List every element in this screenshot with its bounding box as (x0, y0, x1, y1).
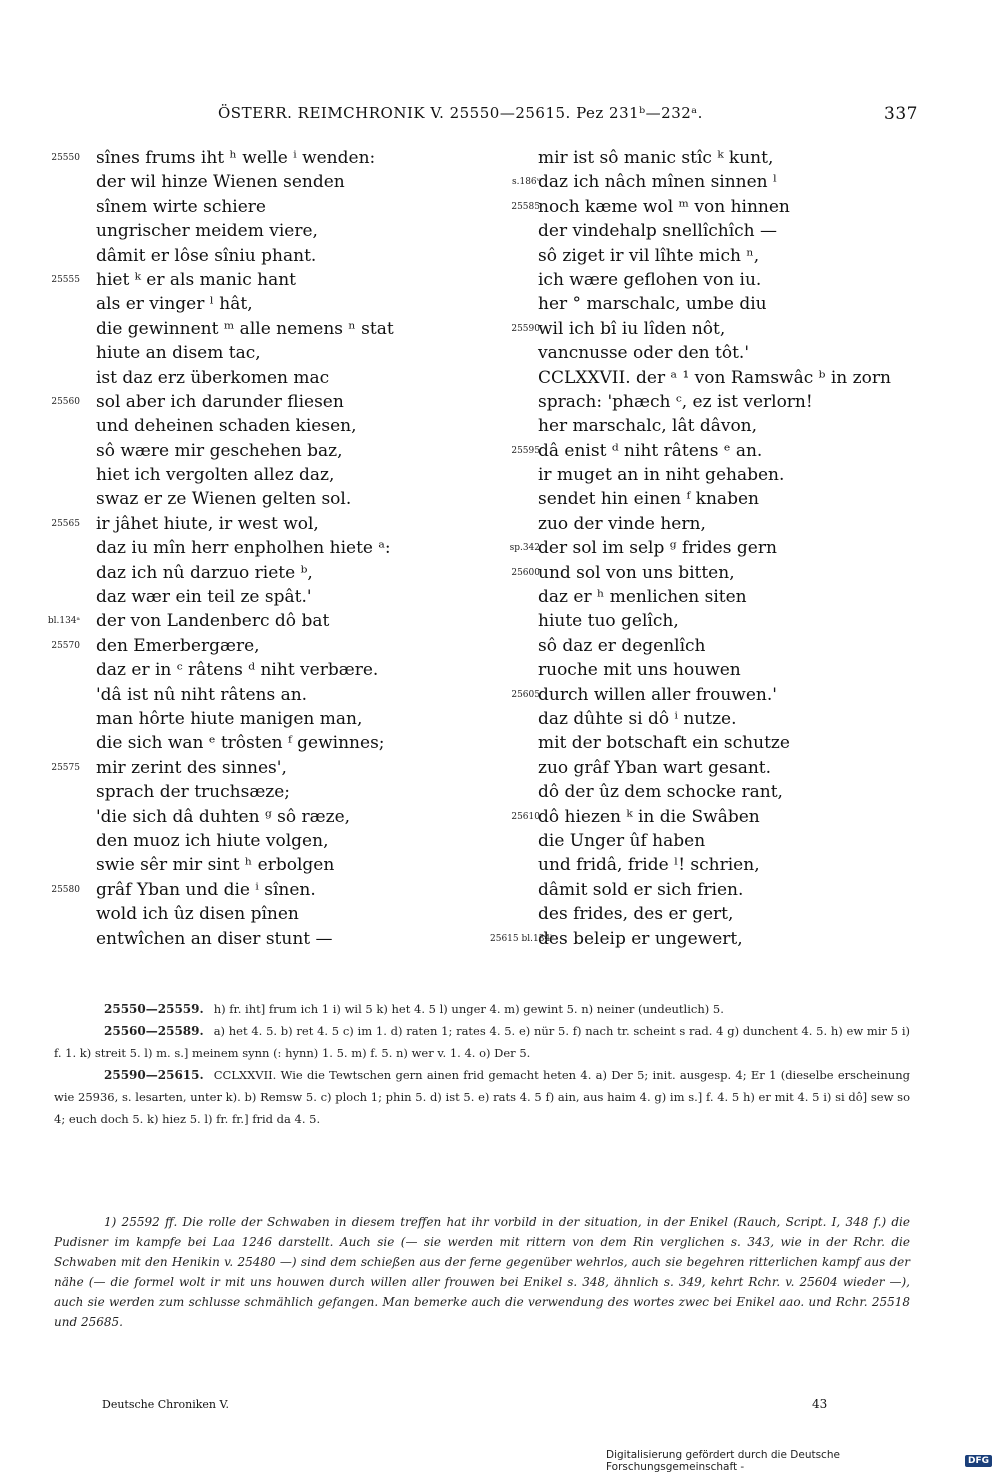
verse-text: sînem wirte schiere (96, 196, 266, 217)
verse-line (490, 707, 960, 731)
verse-text: wil ich bî iu lîden nôt, (538, 318, 726, 339)
verse-text: noch kæme wol ᵐ von hinnen (538, 196, 790, 217)
verse-text: daz er ʰ menlichen siten (538, 587, 747, 608)
verse-line (30, 683, 470, 707)
verse-line (490, 805, 960, 829)
verse-line (490, 634, 960, 658)
verse-line (490, 536, 960, 560)
verse-text: hiute tuo gelîch, (538, 611, 679, 632)
verse-text: dô hiezen ᵏ in die Swâben (538, 806, 760, 827)
verse-text: sendet hin einen ᶠ knaben (538, 489, 759, 510)
footer-series: Deutsche Chroniken V. (102, 1398, 229, 1411)
verse-line (30, 536, 470, 560)
apparatus-entry (54, 1064, 910, 1130)
verse-text: sprach: 'phæch ᶜ, ez ist verlorn! (538, 391, 813, 412)
verse-line (490, 366, 960, 390)
footnote (54, 1212, 910, 1332)
verse-line (30, 146, 470, 170)
verse-line (490, 463, 960, 487)
verse-line (490, 219, 960, 243)
verse-line (490, 487, 960, 511)
line-number: 25610 (511, 811, 540, 822)
line-number: 25560 (51, 396, 80, 407)
verse-line (490, 658, 960, 682)
verse-line (30, 292, 470, 316)
verse-text: den Emerbergære, (96, 635, 260, 656)
verse-line (490, 170, 960, 194)
verse-line (30, 487, 470, 511)
apparatus-text: a) het 4. 5. b) ret 4. 5 c) im 1. d) raten 1; rates 4. 5. e) nür 5. f) nach tr. scheint s rad. 4 g) dunchent 4. 5. h) ew mir 5 i) f. 1. k) streit 5. l) m. s.] meinem synn (: hynn) 1. 5. m) f. 5. n) wer v. 1. 4. o) Der 5. (54, 1024, 910, 1060)
verse-line (490, 731, 960, 755)
verse-line (30, 878, 470, 902)
verse-text: der wil hinze Wienen senden (96, 172, 345, 193)
verse-line (30, 902, 470, 926)
verse-line (30, 561, 470, 585)
line-number: 25580 (51, 884, 80, 895)
verse-line (30, 414, 470, 438)
verse-text: sô wære mir geschehen baz, (96, 440, 343, 461)
verse-line (490, 414, 960, 438)
verse-text: ruoche mit uns houwen (538, 660, 741, 681)
verse-text: dô der ûz dem schocke rant, (538, 782, 783, 803)
verse-text: dâ enist ᵈ niht râtens ᵉ an. (538, 440, 763, 461)
line-number: 25595 (511, 445, 540, 456)
verse-line (490, 268, 960, 292)
verse-text: die gewinnent ᵐ alle nemens ⁿ stat (96, 318, 394, 339)
verse-line (490, 390, 960, 414)
verse-text: die sich wan ᵉ trôsten ᶠ gewinnes; (96, 733, 385, 754)
verse-text: ir muget an in niht gehaben. (538, 465, 785, 486)
verse-text: und sol von uns bitten, (538, 562, 735, 583)
header-title: ÖSTERR. REIMCHRONIK V. 25550—25615. Pez 231ᵇ—232ᵃ. (218, 104, 703, 122)
line-number: 25570 (51, 640, 80, 651)
verse-line (30, 390, 470, 414)
verse-text: und deheinen schaden kiesen, (96, 416, 357, 437)
verse-text: der von Landenberc dô bat (96, 611, 330, 632)
verse-text: mit der botschaft ein schutze (538, 733, 790, 754)
verse-line (30, 366, 470, 390)
verse-line (30, 731, 470, 755)
verse-text: der sol im selp ᵍ frides gern (538, 538, 777, 559)
verse-text: dâmit sold er sich frien. (538, 879, 744, 900)
verse-line (30, 170, 470, 194)
right-verse-column (490, 146, 960, 951)
critical-apparatus (54, 998, 910, 1130)
verse-text: 'dâ ist nû niht râtens an. (96, 684, 308, 705)
verse-line (30, 853, 470, 877)
verse-text: sprach der truchsæze; (96, 782, 291, 803)
line-number: 25600 (511, 567, 540, 578)
verse-text: sô daz er degenlîch (538, 635, 706, 656)
line-number: 25575 (51, 762, 80, 773)
verse-text: 'die sich dâ duhten ᵍ sô ræze, (96, 806, 351, 827)
verse-line (30, 780, 470, 804)
verse-text: CCLXXVII. der ᵃ ¹ von Ramswâc ᵇ in zorn (538, 367, 891, 388)
verse-line (490, 561, 960, 585)
verse-line (30, 609, 470, 633)
verse-text: vancnusse oder den tôt.' (538, 343, 749, 364)
verse-line (30, 829, 470, 853)
verse-text: ir jâhet hiute, ir west wol, (96, 513, 319, 534)
verse-line (30, 707, 470, 731)
verse-text: ist daz erz überkomen mac (96, 367, 330, 388)
verse-line (30, 317, 470, 341)
verse-text: mir zerint des sinnes', (96, 757, 287, 778)
verse-text: entwîchen an diser stunt — (96, 928, 333, 949)
verse-text: sînes frums iht ʰ welle ⁱ wenden: (96, 148, 376, 168)
verse-line (490, 195, 960, 219)
verse-text: hiute an disem tac, (96, 343, 261, 364)
line-number: 25590 (511, 323, 540, 334)
verse-line (490, 512, 960, 536)
line-number: sp.342 (509, 543, 540, 554)
apparatus-text: h) fr. iht] frum ich 1 i) wil 5 k) het 4. 5 l) unger 4. m) gewint 5. n) neiner (undeutlich) 5. (213, 1002, 724, 1016)
verse-text: daz dûhte si dô ⁱ nutze. (538, 708, 737, 729)
verse-text: daz er in ᶜ râtens ᵈ niht verbære. (96, 660, 379, 681)
verse-line (30, 634, 470, 658)
verse-line (490, 439, 960, 463)
verse-line (30, 512, 470, 536)
verse-line (490, 609, 960, 633)
apparatus-range: 25590—25615. (104, 1068, 204, 1082)
verse-text: sô ziget ir vil lîhte mich ⁿ, (538, 245, 760, 266)
verse-text: hiet ᵏ er als manic hant (96, 269, 297, 290)
verse-text: sol aber ich darunder fliesen (96, 391, 344, 412)
verse-line (490, 756, 960, 780)
verse-line (30, 439, 470, 463)
line-number: s.186ᵛ (511, 177, 540, 188)
verse-line (490, 853, 960, 877)
line-number: bl.134ᵃ (47, 616, 80, 627)
dfg-logo: DFG (965, 1455, 992, 1467)
verse-line (30, 244, 470, 268)
verse-text: swaz er ze Wienen gelten sol. (96, 489, 352, 510)
verse-text: die Unger ûf haben (538, 830, 706, 851)
verse-text: durch willen aller frouwen.' (538, 684, 777, 705)
verse-text: als er vinger ˡ hât, (96, 294, 253, 315)
dfg-funding-note (606, 1449, 992, 1473)
left-verse-column (30, 146, 470, 951)
verse-line (490, 317, 960, 341)
verse-text: swie sêr mir sint ʰ erbolgen (96, 855, 335, 876)
verse-line (30, 927, 470, 951)
verse-text: mir ist sô manic stîc ᵏ kunt, (538, 148, 774, 168)
verse-line (490, 244, 960, 268)
verse-text: des frides, des er gert, (538, 904, 734, 925)
line-number: 25615 bl.134ᵇ (490, 933, 554, 944)
verse-text: man hôrte hiute manigen man, (96, 708, 363, 729)
verse-text: ungrischer meidem viere, (96, 221, 318, 242)
verse-line (490, 146, 960, 170)
line-number: 25565 (51, 518, 80, 529)
verse-text: ich wære geflohen von iu. (538, 269, 762, 290)
verse-line (490, 927, 960, 951)
verse-line (30, 195, 470, 219)
verse-line (490, 780, 960, 804)
verse-line (490, 829, 960, 853)
verse-line (490, 585, 960, 609)
line-number: 25585 (511, 201, 540, 212)
line-number: 25550 (51, 153, 80, 163)
verse-text: grâf Yban und die ⁱ sînen. (96, 879, 316, 900)
verse-text: zuo grâf Yban wart gesant. (538, 757, 772, 778)
running-header (0, 104, 1000, 128)
verse-line (490, 683, 960, 707)
line-number: 25605 (511, 689, 540, 700)
verse-text: der vindehalp snellîchîch — (538, 221, 778, 242)
verse-line (30, 463, 470, 487)
verse-text: hiet ich vergolten allez daz, (96, 465, 335, 486)
verse-text: wold ich ûz disen pînen (96, 904, 299, 925)
verse-line (490, 341, 960, 365)
apparatus-entry (54, 1020, 910, 1064)
verse-text: her ° marschalc, umbe diu (538, 294, 767, 315)
verse-line (30, 756, 470, 780)
footer-signature: 43 (812, 1397, 828, 1411)
footnote-text: 1) 25592 ff. Die rolle der Schwaben in diesem treffen hat ihr vorbild in der situation, in der Enikel (Rauch, Script. I, 348 f.) die Pudisner im kampfe bei Laa 1246 darstellt. Auch sie (— sie werden mit rittern von dem Rin verglichen s. 343, wie in der Rchr. die Schwaben mit den Henikin v. 25480 —) sind dem schießen aus der ferne gegenüber wehrlos, auch sie begehren ritterlichen kampf aus der nähe (— die formel wolt ir mit uns houwen durch willen aller frouwen bei Enikel s. 348, ähnlich s. 349, kehrt Rchr. v. 25604 wieder —), auch sie werden zum schlusse schmählich gefangen. Man bemerke auch die verwendung des wortes zwec bei Enikel aao. und Rchr. 25518 und 25685. (54, 1215, 910, 1329)
verse-text: daz ich nâch mînen sinnen ˡ (538, 172, 778, 193)
verse-line (490, 902, 960, 926)
verse-line (30, 219, 470, 243)
verse-line (30, 341, 470, 365)
apparatus-text: CCLXXVII. Wie die Tewtschen gern ainen frid gemacht heten 4. a) Der 5; init. ausgesp. 4; Er 1 (dieselbe erscheinung wie 25936, s. lesarten, unter k). b) Remsw 5. c) ploch 1; phin 5. d) ist 5. e) rats 4. 5 f) ain, aus haim 4. g) im s.] f. 4. 5 h) er mit 4. 5 i) si dô] sew so 4; euch doch 5. k) hiez 5. l) fr. fr.] frid da 4. 5. (54, 1068, 910, 1126)
dfg-text: Digitalisierung gefördert durch die Deutsche Forschungsgemeinschaft - (606, 1449, 840, 1473)
verse-text: den muoz ich hiute volgen, (96, 830, 329, 851)
verse-line (30, 805, 470, 829)
apparatus-range: 25550—25559. (104, 1002, 204, 1016)
line-number: 25555 (51, 274, 80, 285)
apparatus-entry (54, 998, 910, 1020)
apparatus-range: 25560—25589. (104, 1024, 204, 1038)
verse-line (490, 292, 960, 316)
verse-text: daz ich nû darzuo riete ᵇ, (96, 562, 313, 583)
verse-line (30, 268, 470, 292)
verse-line (30, 658, 470, 682)
page-number: 337 (884, 104, 918, 124)
verse-line (30, 585, 470, 609)
verse-text: zuo der vinde hern, (538, 513, 706, 534)
verse-text: dâmit er lôse sîniu phant. (96, 245, 317, 266)
verse-text: des beleip er ungewert, (538, 928, 743, 949)
verse-line (490, 878, 960, 902)
verse-text: und fridâ, fride ˡ! schrien, (538, 855, 760, 876)
verse-text: daz iu mîn herr enpholhen hiete ᵃ: (96, 538, 391, 559)
verse-text: her marschalc, lât dâvon, (538, 416, 758, 437)
verse-text: daz wær ein teil ze spât.' (96, 587, 312, 608)
